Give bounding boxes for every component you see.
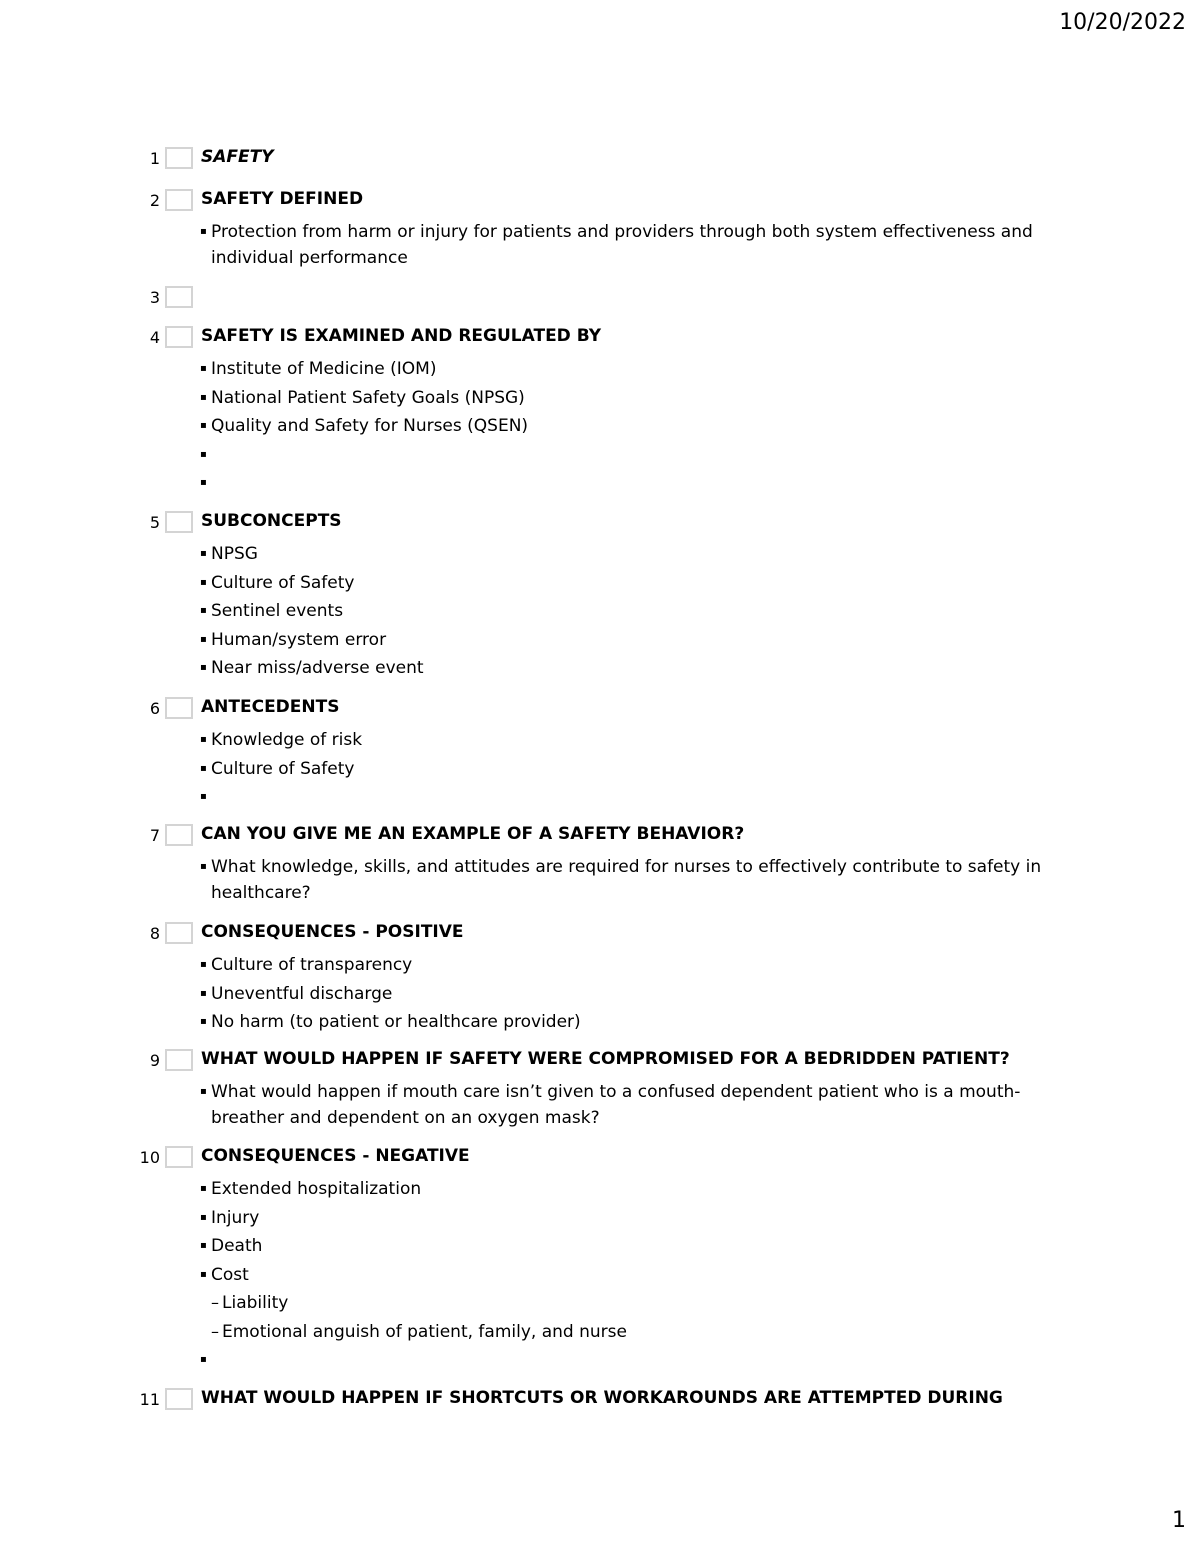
bullet-item <box>201 442 1061 468</box>
bullet-list <box>201 727 1061 813</box>
bullet-item: ▪ Knowledge of risk <box>201 727 1061 753</box>
bullet-list <box>201 356 1061 499</box>
slide-title: SAFETY DEFINED <box>201 189 364 209</box>
bullet-item <box>201 470 1061 496</box>
bullet-list <box>201 1079 1061 1134</box>
bullet-item <box>201 784 1061 810</box>
slide-title: SAFETY <box>201 147 274 167</box>
slide-title: CAN YOU GIVE ME AN EXAMPLE OF A SAFETY BEHAVIOR? <box>201 824 745 844</box>
slide-number: 6 <box>149 699 160 718</box>
slide-number: 2 <box>149 191 160 210</box>
page-number: 1 <box>1172 1508 1186 1533</box>
bullet-list <box>201 854 1061 909</box>
slide-title: CONSEQUENCES - NEGATIVE <box>201 1146 470 1166</box>
slide-thumbnail-checkbox[interactable] <box>165 147 193 169</box>
bullet-item: ▪ Injury <box>201 1205 1061 1231</box>
bullet-list <box>201 1176 1061 1376</box>
slide-number: 4 <box>149 328 160 347</box>
slide-thumbnail-checkbox[interactable] <box>165 326 193 348</box>
slide-thumbnail-checkbox[interactable] <box>165 922 193 944</box>
bullet-item: ▪ National Patient Safety Goals (NPSG) <box>201 385 1061 411</box>
slide-thumbnail-checkbox[interactable] <box>165 1049 193 1071</box>
slide-thumbnail-checkbox[interactable] <box>165 189 193 211</box>
slide-title: WHAT WOULD HAPPEN IF SHORTCUTS OR WORKAROUNDS ARE ATTEMPTED DURING <box>201 1388 1003 1408</box>
slide-thumbnail-checkbox[interactable] <box>165 1388 193 1410</box>
slide-thumbnail-checkbox[interactable] <box>165 511 193 533</box>
slide-number: 1 <box>149 149 160 168</box>
slide-number: 8 <box>149 924 160 943</box>
slide-title: CONSEQUENCES - POSITIVE <box>201 922 464 942</box>
bullet-item: ▪ Cost <box>201 1262 1061 1288</box>
sub-bullet-item: – Liability <box>201 1290 1061 1316</box>
slide-title: ANTECEDENTS <box>201 697 340 717</box>
slide-thumbnail-checkbox[interactable] <box>165 1146 193 1168</box>
bullet-item: ▪ Uneventful discharge <box>201 981 1061 1007</box>
bullet-item: ▪ What would happen if mouth care isn’t given to a confused dependent patient who is a mouth-breather and dependent on an oxygen mask? <box>201 1079 1061 1131</box>
slide-thumbnail-checkbox[interactable] <box>165 697 193 719</box>
slide-title: SUBCONCEPTS <box>201 511 342 531</box>
bullet-item: ▪ Death <box>201 1233 1061 1259</box>
bullet-item: ▪ Sentinel events <box>201 598 1061 624</box>
bullet-list <box>201 219 1061 274</box>
bullet-item: ▪ Protection from harm or injury for patients and providers through both system effectiveness and individual performance <box>201 219 1061 271</box>
bullet-item: ▪ Culture of Safety <box>201 570 1061 596</box>
bullet-item: ▪ Quality and Safety for Nurses (QSEN) <box>201 413 1061 439</box>
bullet-item: ▪ NPSG <box>201 541 1061 567</box>
bullet-list <box>201 952 1061 1038</box>
slide-number: 10 <box>139 1148 160 1167</box>
slide-title: WHAT WOULD HAPPEN IF SAFETY WERE COMPROMISED FOR A BEDRIDDEN PATIENT? <box>201 1049 1010 1069</box>
bullet-item: ▪ Human/system error <box>201 627 1061 653</box>
bullet-item: ▪ Culture of transparency <box>201 952 1061 978</box>
bullet-item: ▪ No harm (to patient or healthcare provider) <box>201 1009 1061 1035</box>
bullet-item <box>201 1347 1061 1373</box>
slide-thumbnail-checkbox[interactable] <box>165 824 193 846</box>
slide-title: SAFETY IS EXAMINED AND REGULATED BY <box>201 326 602 346</box>
slide-number: 11 <box>139 1390 160 1409</box>
bullet-item: ▪ Institute of Medicine (IOM) <box>201 356 1061 382</box>
bullet-item: ▪ Extended hospitalization <box>201 1176 1061 1202</box>
sub-bullet-item: – Emotional anguish of patient, family, and nurse <box>201 1319 1061 1345</box>
slide-thumbnail-checkbox[interactable] <box>165 286 193 308</box>
slide-number: 7 <box>149 826 160 845</box>
slide-number: 5 <box>149 513 160 532</box>
bullet-list <box>201 541 1061 684</box>
print-date: 10/20/2022 <box>1059 10 1186 35</box>
bullet-item: ▪ Near miss/adverse event <box>201 655 1061 681</box>
bullet-item: ▪ Culture of Safety <box>201 756 1061 782</box>
slide-number: 3 <box>149 288 160 307</box>
bullet-item: ▪ What knowledge, skills, and attitudes are required for nurses to effectively contribute to safety in healthcare? <box>201 854 1061 906</box>
slide-number: 9 <box>149 1051 160 1070</box>
